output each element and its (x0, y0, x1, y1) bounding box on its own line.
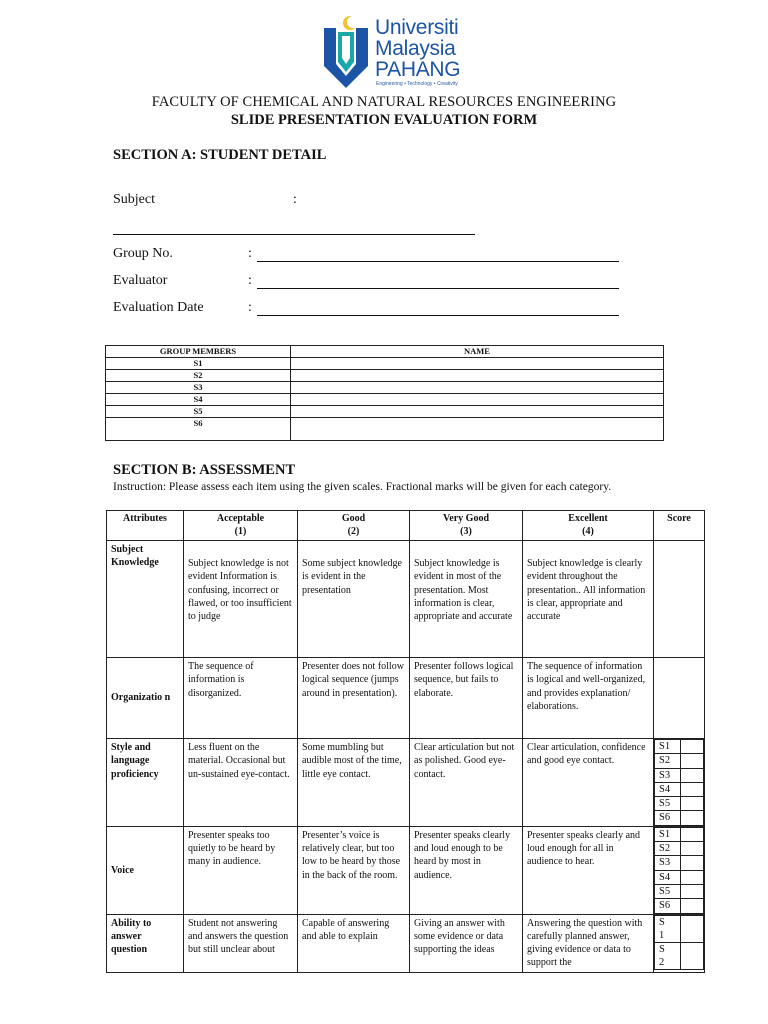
student-label: S4 (655, 782, 681, 796)
student-label: S5 (655, 797, 681, 811)
student-label: S2 (655, 754, 681, 768)
score-input[interactable] (681, 856, 704, 870)
member-id: S4 (106, 394, 291, 406)
score-input[interactable] (681, 870, 704, 884)
faculty-name: FACULTY OF CHEMICAL AND NATURAL RESOURCES ENGINEERING (151, 94, 617, 110)
attribute-cell: Organizatio n (107, 658, 184, 739)
student-score-grid (654, 915, 704, 970)
member-name-cell[interactable] (291, 406, 664, 418)
rubric-row-voice (107, 826, 705, 914)
table-row (106, 382, 664, 394)
good-cell: Capable of answering and able to explain (298, 914, 410, 972)
good-cell: Presenter does not follow logical sequence (jumps around in presentation). (298, 658, 410, 739)
acceptable-cell: The sequence of information is disorganized. (184, 658, 298, 739)
evaluation-date-field[interactable] (257, 315, 619, 316)
score-input[interactable] (681, 899, 704, 913)
excellent-cell: Subject knowledge is clearly evident throughout the presentation.. All information is clear, appropriate and accurate (523, 541, 654, 658)
assessment-rubric-table (106, 510, 705, 973)
very-good-cell: Presenter follows logical sequence, but fails to elaborate. (410, 658, 523, 739)
student-label: S 1 (655, 915, 681, 942)
student-label: S1 (655, 740, 681, 754)
excellent-cell: Answering the question with carefully planned answer, giving evidence or data to support the (523, 914, 654, 972)
very-good-cell: Presenter speaks clearly and loud enough to be heard by most in audience. (410, 826, 523, 914)
group-members-header: GROUP MEMBERS (106, 346, 291, 358)
very-good-cell: Giving an answer with some evidence or data supporting the ideas (410, 914, 523, 972)
rubric-row-subject-knowledge (107, 541, 705, 658)
excellent-cell: Presenter speaks clearly and loud enough for all in audience to hear. (523, 826, 654, 914)
score-cell[interactable] (654, 658, 705, 739)
score-input[interactable] (681, 768, 704, 782)
subject-colon: : (293, 192, 297, 207)
score-input[interactable] (681, 797, 704, 811)
evaluation-date-label: Evaluation Date (113, 300, 204, 315)
score-input[interactable] (681, 740, 704, 754)
attributes-header: Attributes (107, 511, 184, 541)
member-name-cell[interactable] (291, 394, 664, 406)
group-members-table (105, 345, 664, 441)
form-title: SLIDE PRESENTATION EVALUATION FORM (230, 112, 538, 128)
evaluator-field[interactable] (257, 288, 619, 289)
good-header: Good (2) (298, 511, 410, 541)
student-label: S 2 (655, 942, 681, 969)
subject-field[interactable] (113, 234, 475, 235)
score-input[interactable] (681, 884, 704, 898)
evaluator-colon: : (248, 273, 252, 288)
rubric-row-ability-to-answer (107, 914, 705, 972)
table-row (106, 370, 664, 382)
evaluator-label: Evaluator (113, 273, 168, 288)
student-score-grid (654, 827, 704, 914)
student-score-grid (654, 739, 704, 826)
name-header: NAME (291, 346, 664, 358)
acceptable-cell: Student not answering and answers the question but still unclear about (184, 914, 298, 972)
good-cell: Some mumbling but audible most of the time, little eye contact. (298, 739, 410, 827)
very-good-cell: Subject knowledge is evident in most of the presentation. Most information is clear, appropriate and accurate (410, 541, 523, 658)
score-cell[interactable] (654, 541, 705, 658)
section-a-title: SECTION A: STUDENT DETAIL (113, 147, 327, 163)
student-label: S3 (655, 856, 681, 870)
rubric-row-organization (107, 658, 705, 739)
table-row (106, 358, 664, 370)
member-id: S5 (106, 406, 291, 418)
acceptable-header: Acceptable (1) (184, 511, 298, 541)
score-input[interactable] (681, 842, 704, 856)
attribute-cell: Ability to answer question (107, 914, 184, 972)
member-name-cell[interactable] (291, 370, 664, 382)
group-no-colon: : (248, 246, 252, 261)
good-cell: Presenter’s voice is relatively clear, but too low to be heard by those in the back of the room. (298, 826, 410, 914)
rubric-header-row (107, 511, 705, 541)
acceptable-cell: Less fluent on the material. Occasional but un-sustained eye-contact. (184, 739, 298, 827)
member-name-cell[interactable] (291, 358, 664, 370)
table-header-row (106, 346, 664, 358)
evaluation-date-colon: : (248, 300, 252, 315)
university-logo (322, 14, 472, 90)
member-name-cell[interactable] (291, 418, 664, 441)
logo-tagline: Engineering • Technology • Creativity (376, 81, 458, 87)
score-cell (654, 914, 705, 972)
score-input[interactable] (681, 915, 704, 942)
student-label: S5 (655, 884, 681, 898)
student-label: S6 (655, 899, 681, 913)
logo-line-1: Universiti (375, 16, 459, 39)
score-input[interactable] (681, 811, 704, 825)
member-id: S1 (106, 358, 291, 370)
acceptable-cell: Subject knowledge is not evident Information is confusing, incorrect or flawed, or too insufficient to judge (184, 541, 298, 658)
table-row (106, 394, 664, 406)
excellent-cell: Clear articulation, confidence and good eye contact. (523, 739, 654, 827)
very-good-header: Very Good (3) (410, 511, 523, 541)
student-label: S2 (655, 842, 681, 856)
group-no-field[interactable] (257, 261, 619, 262)
section-b-title: SECTION B: ASSESSMENT (113, 462, 296, 478)
table-row (106, 406, 664, 418)
instruction-text: Instruction: Please assess each item using the given scales. Fractional marks will be given for each category. (113, 481, 612, 493)
good-cell: Some subject knowledge is evident in the presentation (298, 541, 410, 658)
group-no-label: Group No. (113, 246, 173, 261)
attribute-cell: Subject Knowledge (107, 541, 184, 658)
rubric-row-style-language (107, 739, 705, 827)
student-label: S1 (655, 827, 681, 841)
student-label: S6 (655, 811, 681, 825)
attribute-cell: Style and language proficiency (107, 739, 184, 827)
member-id: S2 (106, 370, 291, 382)
table-row (106, 418, 664, 441)
student-label: S3 (655, 768, 681, 782)
very-good-cell: Clear articulation but not as polished. Good eye-contact. (410, 739, 523, 827)
score-header: Score (654, 511, 705, 541)
member-id: S6 (106, 418, 291, 441)
logo-line-2: Malaysia (375, 37, 456, 60)
score-input[interactable] (681, 942, 704, 969)
score-input[interactable] (681, 827, 704, 841)
score-cell (654, 826, 705, 914)
subject-label: Subject (113, 192, 155, 207)
university-crest-icon (322, 14, 370, 90)
member-name-cell[interactable] (291, 382, 664, 394)
logo-line-3: PAHANG (375, 58, 461, 81)
excellent-cell: The sequence of information is logical and well-organized, and provides explanation/ elaborations. (523, 658, 654, 739)
score-input[interactable] (681, 782, 704, 796)
excellent-header: Excellent (4) (523, 511, 654, 541)
student-label: S4 (655, 870, 681, 884)
attribute-cell: Voice (107, 826, 184, 914)
member-id: S3 (106, 382, 291, 394)
acceptable-cell: Presenter speaks too quietly to be heard by many in audience. (184, 826, 298, 914)
score-cell (654, 739, 705, 827)
score-input[interactable] (681, 754, 704, 768)
